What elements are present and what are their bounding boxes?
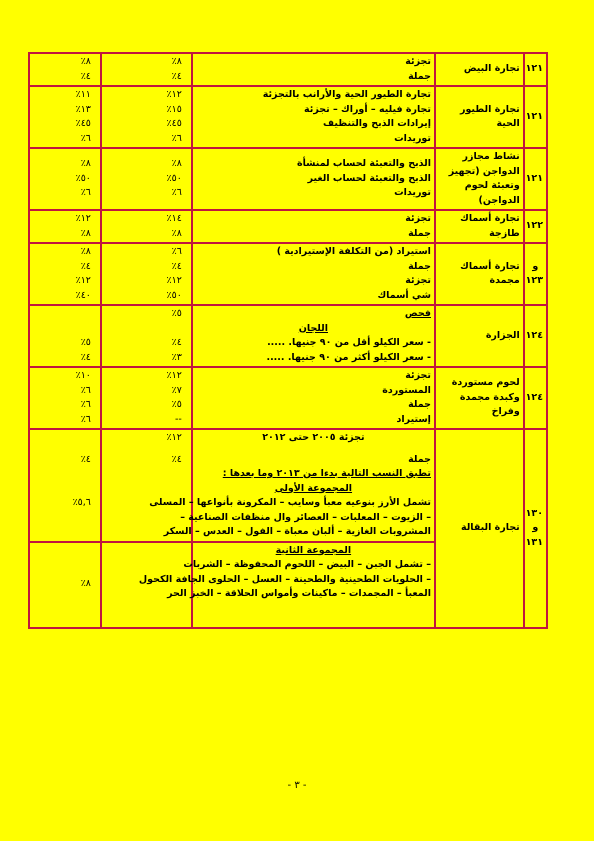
rate-column-2-cell <box>29 210 101 243</box>
table-row <box>29 429 547 542</box>
spacer <box>196 446 431 453</box>
rate-value: ٨٪ <box>80 158 91 170</box>
description-line: الذبح والتعبئة لحساب الغير <box>307 172 431 184</box>
activity-code: ١٢٤ <box>525 329 543 341</box>
description-line: جملة <box>408 227 431 239</box>
rate-value: ٦٪ <box>80 384 91 396</box>
description-line: إستيراد <box>396 413 431 425</box>
group-2-line: المعبأ – المجمدات – ماكينات وأمواس الحلاقة – الخبز الحر <box>167 588 431 599</box>
rate-value: ٦٪ <box>80 132 91 144</box>
rate-value: ٨٪ <box>80 56 91 67</box>
description-cell <box>192 305 435 367</box>
description-line: تجزئة <box>405 56 431 67</box>
activity-code-cell <box>524 148 547 210</box>
wholesale-rate: ٤٪ <box>80 453 91 465</box>
group-2-title: المجموعة الثانية <box>275 544 352 556</box>
group-1-rate: ٥,٦٪ <box>72 497 91 508</box>
activity-code: ١٢٢ <box>525 220 543 232</box>
rate-column-1-cell <box>101 367 192 429</box>
rate-value: ٤٠٪ <box>75 289 91 301</box>
activity-code-cell <box>524 305 547 367</box>
activity-name-cell <box>435 53 524 86</box>
rate-value: ٥٠٪ <box>75 172 91 184</box>
rate-column-1-cell <box>101 53 192 86</box>
description-line: توريدات <box>394 132 431 144</box>
activity-code: و ١٢٣ <box>525 260 543 286</box>
rate-value: ٦٪ <box>171 187 182 199</box>
apply-line: تطبق النسب التالية بدءا من ٢٠١٣ وما بعدها : <box>222 468 431 479</box>
rate-value: ٤٪ <box>80 260 91 272</box>
retail-rate: ١٢٪ <box>166 432 182 443</box>
rate-value: ٣٪ <box>171 351 182 363</box>
activity-name: الجزارة <box>485 329 520 341</box>
rate-column-1-cell <box>101 243 192 305</box>
activity-name-cell <box>435 86 524 148</box>
rate-column-2-cell <box>29 542 101 628</box>
rate-value: ٥٪ <box>80 337 91 348</box>
rate-value: ١٢٪ <box>166 89 182 100</box>
table-row <box>29 305 547 367</box>
rate-value: ٦٪ <box>80 187 91 199</box>
description-line: تجزئة <box>405 370 431 381</box>
rate-value: ٤٪ <box>171 70 182 82</box>
rate-value: ٧٪ <box>171 384 182 396</box>
description-cell <box>192 367 435 429</box>
activity-name-cell <box>435 305 524 367</box>
activity-code: ١٢٤ <box>525 391 543 403</box>
activity-name: تجارة أسماك مجمدة <box>460 260 520 286</box>
group-1-title: المجموعة الأولى <box>274 482 353 494</box>
wholesale-rate: ٤٪ <box>171 453 182 465</box>
activity-name: تجارة أسماك طازجة <box>460 213 520 239</box>
activity-code-cell <box>524 86 547 148</box>
rate-value: ٦٪ <box>80 413 91 425</box>
activity-name-cell <box>435 367 524 429</box>
description-cell <box>138 542 435 628</box>
activity-code: ١٢١ <box>525 172 543 184</box>
spacer <box>105 322 188 337</box>
description-line: تجزئة <box>405 275 431 286</box>
rate-value: ١٢٪ <box>75 275 91 286</box>
rate-value: ٤٥٪ <box>75 118 91 129</box>
rate-value: -- <box>174 413 182 425</box>
table-row <box>29 86 547 148</box>
description-line: شي أسماك <box>377 289 431 301</box>
rate-value: ١٢٪ <box>166 275 182 286</box>
lijan-label: اللجان <box>298 322 328 334</box>
retail-line: تجزئة ٢٠٠٥ حتى ٢٠١٢ <box>262 432 365 443</box>
rate-value: ١٥٪ <box>166 103 182 115</box>
spacer <box>33 482 97 497</box>
activity-code: ١٣٠ و ١٣١ <box>525 507 543 548</box>
activity-name: تجارة البقالة <box>460 522 520 533</box>
spacer <box>33 322 97 337</box>
group-1-line: – الزيوت – المعلبات – العصائر وال منظفات الصناعية – <box>180 511 431 523</box>
activity-name: نشاط مجازر الدواجن (تجهيز وتعبئة لحوم الدواجن) <box>448 151 520 206</box>
rate-value: ٦٪ <box>171 246 182 257</box>
rate-value: ٨٪ <box>80 246 91 257</box>
description-line: استيراد (من التكلفة الإستيرادية ) <box>276 246 431 257</box>
activity-name-cell <box>435 243 524 305</box>
rate-value: ٤٪ <box>80 70 91 82</box>
description-cell <box>192 148 435 210</box>
rate-value: ٤٪ <box>80 351 91 363</box>
description-cell <box>192 243 435 305</box>
activity-name: تجارة البيض <box>463 63 520 75</box>
fahs-label: فحص <box>404 308 431 319</box>
description-line: إيرادات الذبح والتنظيف <box>323 118 431 129</box>
table-row <box>29 148 547 210</box>
group-2-line: – تشمل الجبن – البيض – اللحوم المحفوظة – الشربات <box>183 559 431 570</box>
rate-value: ٤٪ <box>171 260 182 272</box>
table-row <box>29 53 547 86</box>
rate-value: ٥٠٪ <box>166 289 182 301</box>
group-2-rate: ٨٪ <box>80 578 91 590</box>
activity-code-cell <box>524 243 547 305</box>
rate-value: ١٠٪ <box>75 370 91 381</box>
activity-code-cell <box>524 367 547 429</box>
rate-value: ٥٠٪ <box>166 172 182 184</box>
fahs-rate: ٥٪ <box>171 308 182 319</box>
description-line: المستوردة <box>382 384 431 396</box>
rate-column-2-cell <box>29 86 101 148</box>
activity-name-cell <box>435 429 524 628</box>
rate-column-2-cell <box>29 305 101 367</box>
description-line: - سعر الكيلو أقل من ٩٠ جنيها. ..... <box>267 337 431 348</box>
description-line: - سعر الكيلو أكثر من ٩٠ جنيها. ..... <box>266 351 431 363</box>
group-1-line: تشمل الأرز بنوعيه معبأ وسايب – المكرونة بأنواعها – المسلى <box>149 497 431 508</box>
rate-value: ١٣٪ <box>75 103 91 115</box>
activity-name: لحوم مستوردة وكبدة مجمدة وفراخ <box>451 377 520 418</box>
description-line: الذبح والتعبئة لحساب لمنشأة <box>296 158 431 170</box>
activity-code-cell <box>524 429 547 628</box>
activity-code-cell <box>524 53 547 86</box>
rate-value: ٥٪ <box>171 399 182 410</box>
rate-column-2-cell <box>29 367 101 429</box>
rate-value: ٨٪ <box>80 227 91 239</box>
rate-value: ٨٪ <box>171 227 182 239</box>
description-cell <box>192 210 435 243</box>
page-number: - ٣ - <box>287 780 307 791</box>
group-1-line: المشروبات الغازية – ألبان معباة – الفول – العدس – السكر <box>163 526 431 537</box>
description-line: تجزئة <box>405 213 431 224</box>
table-row <box>29 210 547 243</box>
rate-column-1-cell <box>101 210 192 243</box>
description-line: جملة <box>408 70 431 82</box>
activity-name: تجارة الطيور الحية <box>460 103 520 129</box>
activity-code: ١٢١ <box>525 110 543 122</box>
group-2-line: – الحلويات الطحينية والطحينة – العسل – الحلوى الجافة الكحول <box>138 573 431 585</box>
activity-name-cell <box>435 210 524 243</box>
spacer <box>33 446 97 453</box>
rate-value: ١١٪ <box>75 89 91 100</box>
rate-value: ٤٪ <box>171 337 182 348</box>
wholesale-label: جملة <box>408 453 431 465</box>
rate-column-1-cell <box>101 148 192 210</box>
description-line: تجارة الطيور الحية والأرانب بالتجزئة <box>262 89 431 100</box>
description-line: توريدات <box>394 187 431 199</box>
rate-value: ١٤٪ <box>166 213 182 224</box>
description-line: جملة <box>408 260 431 272</box>
rate-value: ٦٪ <box>80 399 91 410</box>
spacer <box>33 431 97 446</box>
rate-value: ٨٪ <box>171 158 182 170</box>
spacer <box>33 467 97 482</box>
rate-column-2-cell <box>29 243 101 305</box>
activity-code-cell <box>524 210 547 243</box>
spacer <box>33 307 97 322</box>
rate-value: ١٢٪ <box>166 370 182 381</box>
rate-value: ٤٥٪ <box>166 118 182 129</box>
rate-column-2-cell <box>29 53 101 86</box>
rate-value: ٨٪ <box>171 56 182 67</box>
description-line: تجارة فيليه – أوراك – تجزئة <box>303 103 431 115</box>
rate-column-1-cell <box>101 86 192 148</box>
spacer <box>105 446 188 453</box>
activity-code: ١٢١ <box>525 63 543 75</box>
table-row <box>29 367 547 429</box>
description-cell <box>192 86 435 148</box>
rate-column-1-cell <box>101 305 192 367</box>
description-cell <box>192 53 435 86</box>
description-cell <box>149 429 435 542</box>
rate-value: ١٢٪ <box>75 213 91 224</box>
rate-value: ٦٪ <box>171 132 182 144</box>
rate-column-2-cell <box>29 429 101 542</box>
tax-rates-table <box>28 52 548 629</box>
description-line: جملة <box>408 399 431 410</box>
rate-column-2-cell <box>29 148 101 210</box>
table-row <box>29 243 547 305</box>
activity-name-cell <box>435 148 524 210</box>
